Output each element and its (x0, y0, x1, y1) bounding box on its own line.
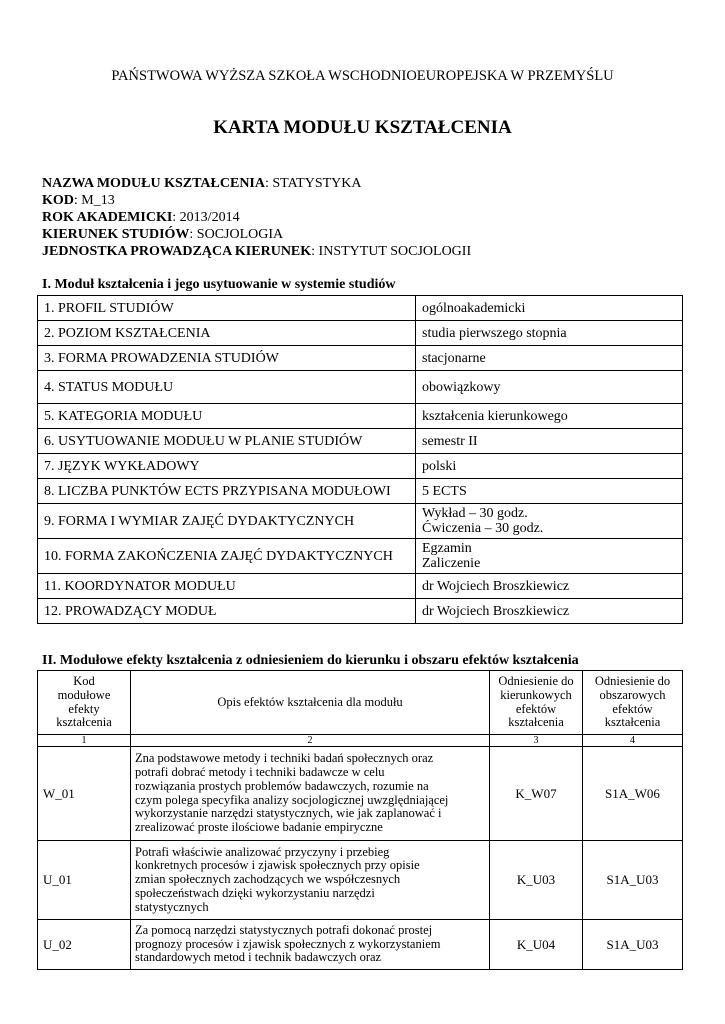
meta-code: KOD: M_13 (42, 193, 115, 208)
outcome-description: Zna podstawowe metody i techniki badań społecznych oraz potrafi dobrać metody i techniki badawcze w celu rozwiązania prostych problemów badawczych, rozumie na czym polega specyfika analizy socjologicznej uwzględniającej wykorzystanie narzędzi statystycznych, wie jak zaplanować i zrealizować proste ilościowe badanie empiryczne (131, 747, 490, 841)
outcome-code: U_01 (38, 841, 131, 920)
table-row: 6. USYTUOWANIE MODUŁU W PLANIE STUDIÓW semestr II (38, 429, 683, 454)
outcome-area-ref: S1A_U03 (583, 841, 683, 920)
outcome-area-ref: S1A_W06 (583, 747, 683, 841)
outcome-description: Potrafi właściwie analizować przyczyny i przebieg konkretnych procesów i zjawisk społecznych przy opisie zmian społecznych zachodzących we współczesnych społeczeństwach dzięki wykorzystaniu narzędzi statystycznych (131, 841, 490, 920)
meta-module-name: NAZWA MODUŁU KSZTAŁCENIA: STATYSTYKA (42, 176, 362, 191)
table-row: 10. FORMA ZAKOŃCZENIA ZAJĘĆ DYDAKTYCZNYCH Egzamin Zaliczenie (38, 539, 683, 574)
column-number-row: 1 2 3 4 (38, 735, 683, 747)
document-title: KARTA MODUŁU KSZTAŁCENIA (213, 117, 512, 138)
table-row: 2. POZIOM KSZTAŁCENIA studia pierwszego stopnia (38, 321, 683, 346)
outcome-direction-ref: K_W07 (490, 747, 583, 841)
table-row: 9. FORMA I WYMIAR ZAJĘĆ DYDAKTYCZNYCH Wykład – 30 godz. Ćwiczenia – 30 godz. (38, 504, 683, 539)
table-row: 3. FORMA PROWADZENIA STUDIÓW stacjonarne (38, 346, 683, 371)
column-header-code: Kod modułowe efekty kształcenia (38, 671, 131, 735)
outcome-direction-ref: K_U03 (490, 841, 583, 920)
module-placement-table (37, 295, 683, 624)
table-row: 4. STATUS MODUŁU obowiązkowy (38, 371, 683, 404)
learning-outcomes-table (37, 670, 683, 970)
outcome-code: W_01 (38, 747, 131, 841)
column-header-description: Opis efektów kształcenia dla modułu (131, 671, 490, 735)
section-1-heading: I. Moduł kształcenia i jego usytuowanie w systemie studiów (42, 277, 396, 292)
table-row: 8. LICZBA PUNKTÓW ECTS PRZYPISANA MODUŁOWI 5 ECTS (38, 479, 683, 504)
section-2-heading: II. Modułowe efekty kształcenia z odniesieniem do kierunku i obszaru efektów kształcenia (42, 653, 579, 668)
module-metadata (42, 175, 471, 260)
institution-name: PAŃSTWOWA WYŻSZA SZKOŁA WSCHODNIOEUROPEJSKA W PRZEMYŚLU (111, 68, 614, 84)
table-row: 11. KOORDYNATOR MODUŁU dr Wojciech Broszkiewicz (38, 574, 683, 599)
table-row: 7. JĘZYK WYKŁADOWY polski (38, 454, 683, 479)
table-row (38, 841, 683, 920)
meta-unit: JEDNOSTKA PROWADZĄCA KIERUNEK: INSTYTUT SOCJOLOGII (42, 244, 472, 259)
outcome-description: Za pomocą narzędzi statystycznych potrafi dokonać prostej prognozy procesów i zjawisk społecznych z wykorzystaniem standardowych metod i technik badawczych oraz (131, 920, 490, 970)
table-header-row (38, 671, 683, 735)
outcome-code: U_02 (38, 920, 131, 970)
meta-academic-year: ROK AKADEMICKI: 2013/2014 (42, 210, 240, 225)
table-row: 12. PROWADZĄCY MODUŁ dr Wojciech Broszkiewicz (38, 599, 683, 624)
table-row: 5. KATEGORIA MODUŁU kształcenia kierunkowego (38, 404, 683, 429)
outcome-area-ref: S1A_U03 (583, 920, 683, 970)
meta-field-of-study: KIERUNEK STUDIÓW: SOCJOLOGIA (42, 227, 284, 242)
table-row (38, 920, 683, 970)
table-row: 1. PROFIL STUDIÓW ogólnoakademicki (38, 296, 683, 321)
column-header-area: Odniesienie do obszarowych efektów kształcenia (583, 671, 683, 735)
outcome-direction-ref: K_U04 (490, 920, 583, 970)
column-header-direction: Odniesienie do kierunkowych efektów kształcenia (490, 671, 583, 735)
table-row (38, 747, 683, 841)
